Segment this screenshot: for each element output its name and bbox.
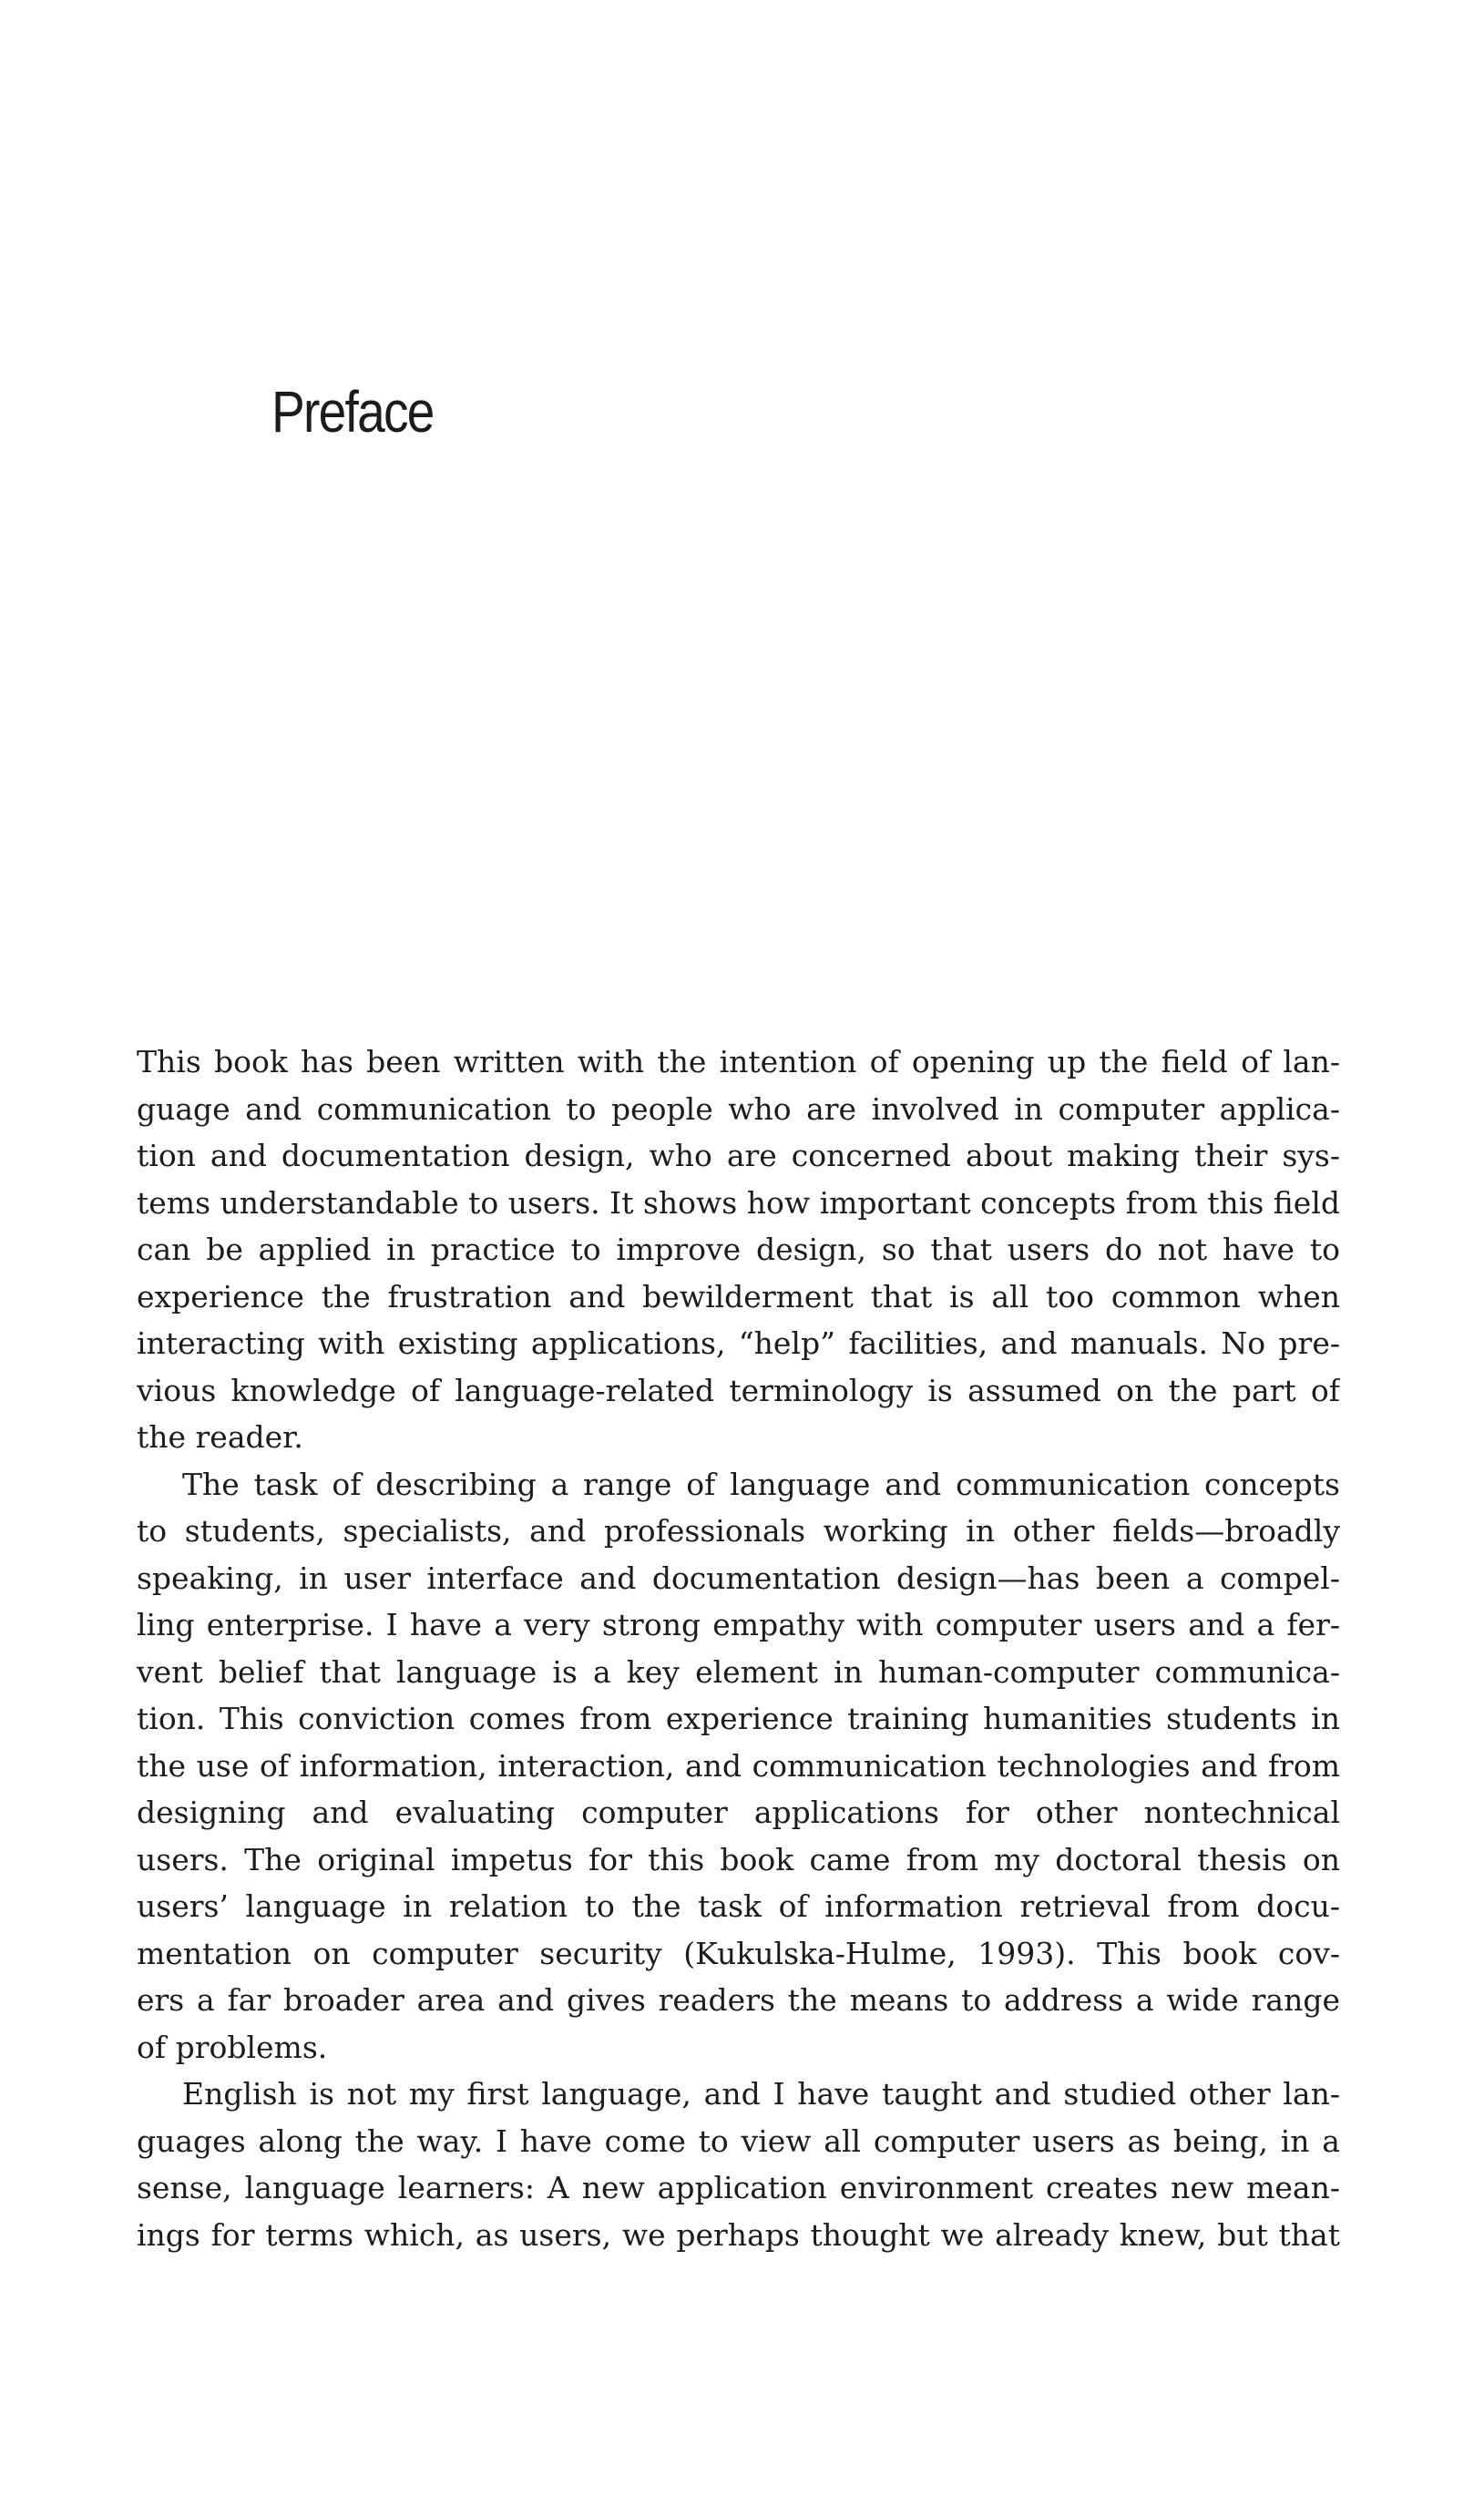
text-line: guages along the way. I have come to view all computer users as being, in a — [137, 2122, 1340, 2159]
text-line: can be applied in practice to improve design, so that users do not have to — [137, 1232, 1340, 1267]
text-line: guage and communication to people who are involved in computer applica- — [137, 1090, 1340, 1127]
text-line: vent belief that language is a key element in human-computer communica- — [137, 1653, 1340, 1690]
text-line: to students, specialists, and professionals working in other fields—broadly — [137, 1513, 1340, 1549]
text-line: English is not my first language, and I have taught and studied other lan- — [182, 2076, 1340, 2112]
text-line: users’ language in relation to the task of information retrieval from docu- — [137, 1888, 1340, 1924]
text-line: The task of describing a range of language and communication concepts — [182, 1466, 1340, 1502]
text-line: sense, language learners: A new application environment creates new mean- — [137, 2170, 1340, 2205]
text-line: the use of information, interaction, and communication technologies and from — [137, 1747, 1340, 1784]
chapter-title: Preface — [271, 379, 434, 445]
text-line: the reader. — [137, 1419, 303, 1455]
text-line: of problems. — [137, 2029, 328, 2065]
preface-body — [137, 1038, 1340, 2258]
text-line: ling enterprise. I have a very strong empathy with computer users and a fer- — [137, 1607, 1340, 1642]
text-line: experience the frustration and bewilderment that is all too common when — [137, 1278, 1340, 1314]
text-line: ings for terms which, as users, we perhaps thought we already knew, but that — [137, 2216, 1340, 2253]
text-line: mentation on computer security (Kukulska-Hulme, 1993). This book cov- — [137, 1935, 1340, 1971]
paragraph-2 — [137, 1461, 1340, 2071]
text-line: speaking, in user interface and documentation design—has been a compel- — [137, 1560, 1340, 1596]
text-line: tems understandable to users. It shows how important concepts from this field — [137, 1184, 1340, 1221]
text-line: designing and evaluating computer applications for other nontechnical — [137, 1795, 1340, 1830]
text-line: tion and documentation design, who are concerned about making their sys- — [137, 1138, 1340, 1173]
text-line: vious knowledge of language-related terminology is assumed on the part of — [137, 1372, 1340, 1408]
text-line: This book has been written with the intention of opening up the field of lan- — [137, 1044, 1340, 1079]
text-line: tion. This conviction comes from experience training humanities students in — [137, 1701, 1340, 1736]
text-line: ers a far broader area and gives readers the means to address a wide range — [137, 1982, 1340, 2018]
text-line: users. The original impetus for this book came from my doctoral thesis on — [137, 1841, 1340, 1877]
text-line: interacting with existing applications, “help” facilities, and manuals. No pre- — [137, 1325, 1340, 1361]
paragraph-1 — [137, 1038, 1340, 1461]
paragraph-3 — [137, 2071, 1340, 2258]
